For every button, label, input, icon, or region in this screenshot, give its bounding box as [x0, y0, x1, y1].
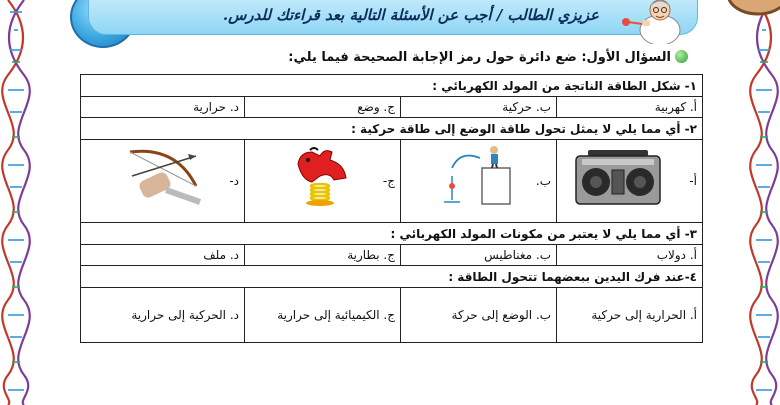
option-b[interactable]: ب. حركية [401, 97, 557, 118]
option-label: ج- [382, 174, 395, 188]
options-row [81, 245, 703, 266]
options-row [81, 97, 703, 118]
section-title [288, 50, 688, 65]
diver-icon [442, 146, 512, 206]
option-c[interactable] [245, 140, 401, 223]
option-b[interactable]: ب. الوضع إلى حركة [401, 288, 557, 343]
picture-options-row [81, 140, 703, 223]
section-title-text: السؤال الأول: ضع دائرة حول رمز الإجابة الصحيحة فيما يلي: [288, 50, 671, 65]
banner-instruction: عزيزي الطالب / أجب عن الأسئلة التالية بعد قراءتك للدرس. [222, 6, 599, 24]
option-label: أ- [689, 174, 697, 188]
question-text: ٤-عند فرك اليدين ببعضهما تتحول الطاقة : [81, 266, 703, 288]
question-row [81, 75, 703, 97]
option-label: ب. [535, 174, 551, 188]
option-d[interactable]: د. الحركية إلى حرارية [81, 288, 245, 343]
option-a[interactable]: أ. الحرارية إلى حركية [557, 288, 703, 343]
corner-decoration-icon [728, 0, 780, 16]
dna-helix-icon [748, 0, 780, 405]
option-d[interactable]: د. حرارية [81, 97, 245, 118]
option-a[interactable] [557, 140, 703, 223]
question-text: ٣- أي مما يلي لا يعتبر من مكونات المولد الكهربائي : [81, 223, 703, 245]
question-text: ٢- أي مما يلي لا يمثل تحول طاقة الوضع إلى طاقة حركية : [81, 118, 703, 140]
question-text: ١- شكل الطاقة الناتجة من المولد الكهربائي : [81, 75, 703, 97]
option-label: د- [229, 174, 239, 188]
radio-icon [574, 148, 662, 206]
dna-border-left [0, 0, 32, 405]
globe-icon [675, 50, 688, 63]
dna-border-right [748, 0, 780, 405]
option-c[interactable]: ج. وضع [245, 97, 401, 118]
option-a[interactable]: أ. دولاب [557, 245, 703, 266]
question-row [81, 223, 703, 245]
option-c[interactable]: ج. بطارية [245, 245, 401, 266]
dna-helix-icon [0, 0, 32, 405]
header-banner [88, 0, 698, 35]
option-b[interactable]: ب. مغناطيس [401, 245, 557, 266]
spring-horse-icon [290, 146, 352, 208]
questions-table [80, 74, 703, 343]
bow-arrow-icon [126, 146, 202, 206]
question-row [81, 266, 703, 288]
option-b[interactable] [401, 140, 557, 223]
option-d[interactable]: د. ملف [81, 245, 245, 266]
option-c[interactable]: ج. الكيميائية إلى حرارية [245, 288, 401, 343]
option-a[interactable]: أ. كهربية [557, 97, 703, 118]
question-row [81, 118, 703, 140]
options-row [81, 288, 703, 343]
scientist-mascot-icon [620, 0, 710, 44]
option-d[interactable] [81, 140, 245, 223]
